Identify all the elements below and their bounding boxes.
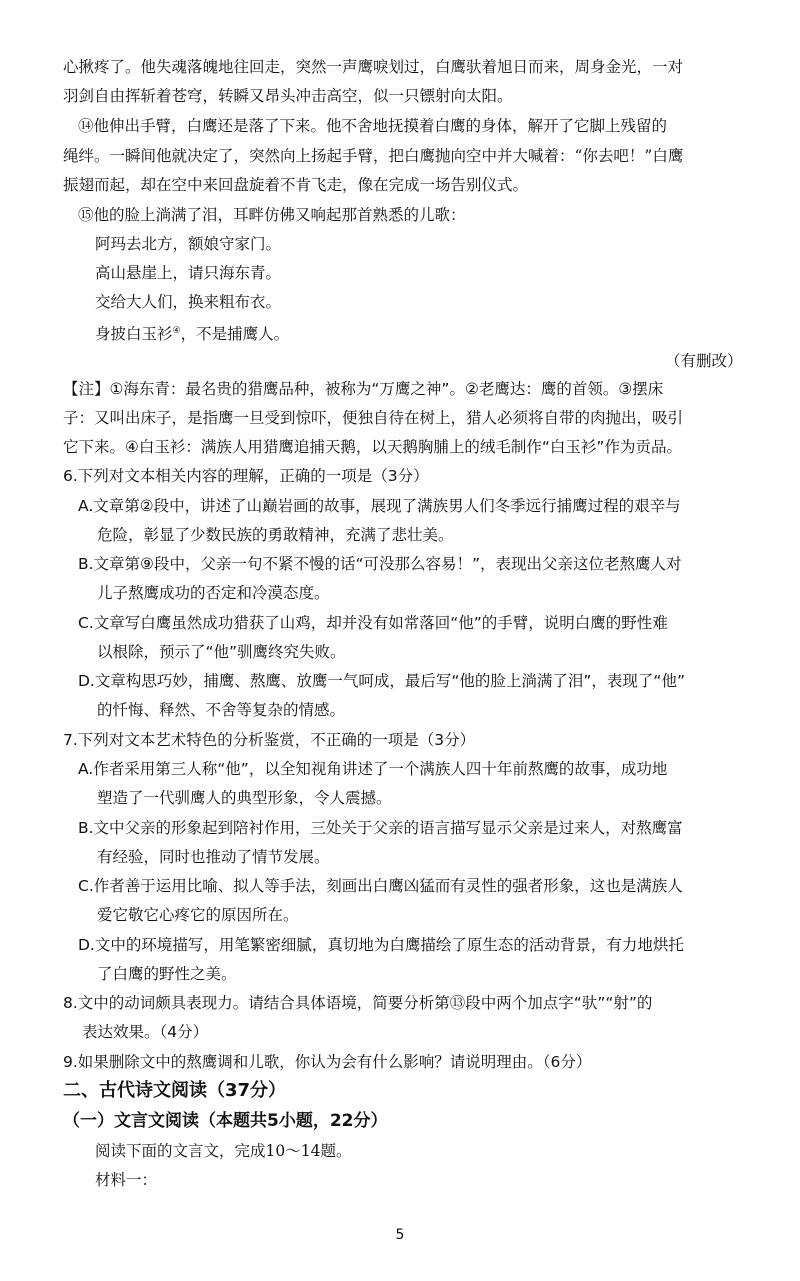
- story-p14-line3: 振翅而起，却在空中来回盘旋着不肯飞走，像在完成一场告别仪式。: [63, 176, 529, 194]
- q7-option-d-line1: D.文中的环境描写，用笔繁密细腻，真切地为白鹰描绘了原生态的活动背景，有力地烘托: [78, 936, 684, 954]
- section2-instruction: 阅读下面的文言文，完成10～14题。: [95, 1142, 352, 1160]
- q6-option-a-line1: A.文章第②段中，讲述了山巅岩画的故事，展现了满族男人们冬季远行捕鹰过程的艰辛与: [78, 497, 681, 515]
- q7-option-c-line1: C.作者善于运用比喻、拟人等手法，刻画出白鹰凶猛而有灵性的强者形象，这也是满族人: [78, 877, 683, 895]
- q8-line2: 表达效果。（4分）: [82, 1023, 209, 1041]
- q7-option-a-line2: 塑造了一代驯鹰人的典型形象，令人震撼。: [97, 789, 392, 807]
- material-label: 材料一：: [95, 1171, 158, 1189]
- q7-option-d-line2: 了白鹰的野性之美。: [97, 965, 237, 983]
- song-line-4: 身披白玉衫④，不是捕鹰人。: [95, 325, 290, 344]
- song-line-1: 阿玛去北方，额娘守家门。: [95, 235, 282, 253]
- story-p14-line2: 绳绊。一瞬间他就决定了，突然向上扬起手臂，把白鹰抛向空中并大喊着：“你去吧！”白鹰: [63, 147, 684, 165]
- q7-option-c-line2: 爱它敬它心疼它的原因所在。: [97, 906, 299, 924]
- emphasis-dot-tuo: 驮: [466, 58, 482, 76]
- emphasis-dot-she: 射: [435, 87, 451, 105]
- q6-option-d-line1: D.文章构思巧妙，捕鹰、熬鹰、放鹰一气呵成，最后写“他的脸上淌满了泪”，表现了“他”: [78, 672, 685, 690]
- q7-option-b-line2: 有经验，同时也推动了情节发展。: [97, 848, 330, 866]
- notes-line-2: 子：又叫出床子，是指鹰一旦受到惊吓，便独自待在树上，猎人必须将自带的肉抛出，吸引: [63, 409, 684, 427]
- source-note: （有删改）: [665, 352, 743, 370]
- q7-stem: 7.下列对文本艺术特色的分析鉴赏，不正确的一项是（3分）: [63, 731, 476, 749]
- story-p13-line1: 心揪疼了。他失魂落魄地往回走，突然一声鹰唳划过，白鹰驮着旭日而来，周身金光，一对: [63, 58, 684, 76]
- notes-line-1: 【注】①海东青：最名贵的猎鹰品种，被称为“万鹰之神”。②老鹰达：鹰的首领。③摆床: [63, 380, 664, 398]
- notes-line-3: 它下来。④白玉衫：满族人用猎鹰追捕天鹅，以天鹅胸脯上的绒毛制作“白玉衫”作为贡品。: [63, 438, 682, 456]
- q6-option-d-line2: 的忏悔、释然、不舍等复杂的情感。: [97, 701, 346, 719]
- song-line-3: 交给大人们，换来粗布衣。: [95, 293, 282, 311]
- q6-option-a-line2: 危险，彰显了少数民族的勇敢精神，充满了悲壮美。: [97, 526, 454, 544]
- q6-option-c-line1: C.文章写白鹰虽然成功猎获了山鸡，却并没有如常落回“他”的手臂，说明白鹰的野性难: [78, 614, 668, 632]
- q9-stem: 9.如果删除文中的熬鹰调和儿歌，你认为会有什么影响？请说明理由。（6分）: [63, 1053, 592, 1071]
- q6-option-c-line2: 以根除，预示了“他”驯鹰终究失败。: [97, 643, 346, 661]
- song-line-2: 高山悬崖上，请只海东青。: [95, 264, 282, 282]
- section2-subtitle: （一）文言文阅读（本题共5小题，22分）: [63, 1111, 388, 1131]
- q6-option-b-line2: 儿子熬鹰成功的否定和冷漠态度。: [97, 584, 330, 602]
- story-p14-line1: ⑭他伸出手臂，白鹰还是落了下来。他不舍地抚摸着白鹰的身体，解开了它脚上残留的: [78, 117, 668, 135]
- footnote-ref-4: ④: [172, 326, 181, 336]
- q6-stem: 6.下列对文本相关内容的理解，正确的一项是（3分）: [63, 467, 429, 485]
- story-p13-line2: 羽剑自由挥斩着苍穹，转瞬又昂头冲击高空，似一只镖射向太阳。: [63, 87, 513, 105]
- story-p15-line1: ⑮他的脸上淌满了泪，耳畔仿佛又响起那首熟悉的儿歌：: [78, 206, 466, 224]
- page-number: 5: [395, 1227, 405, 1243]
- q7-option-a-line1: A.作者采用第三人称“他”，以全知视角讲述了一个满族人四十年前熬鹰的故事，成功地: [78, 760, 668, 778]
- q7-option-b-line1: B.文中父亲的形象起到陪衬作用，三处关于父亲的语言描写显示父亲是过来人，对熬鹰富: [78, 819, 683, 837]
- section2-title: 二、古代诗文阅读（37分）: [63, 1080, 287, 1101]
- q8-line1: 8.文中的动词颇具表现力。请结合具体语境，简要分析第⑬段中两个加点字“驮”“射”的: [63, 994, 653, 1012]
- q6-option-b-line1: B.文章第⑨段中，父亲一句不紧不慢的话“可没那么容易！”，表现出父亲这位老熬鹰人对: [78, 555, 682, 573]
